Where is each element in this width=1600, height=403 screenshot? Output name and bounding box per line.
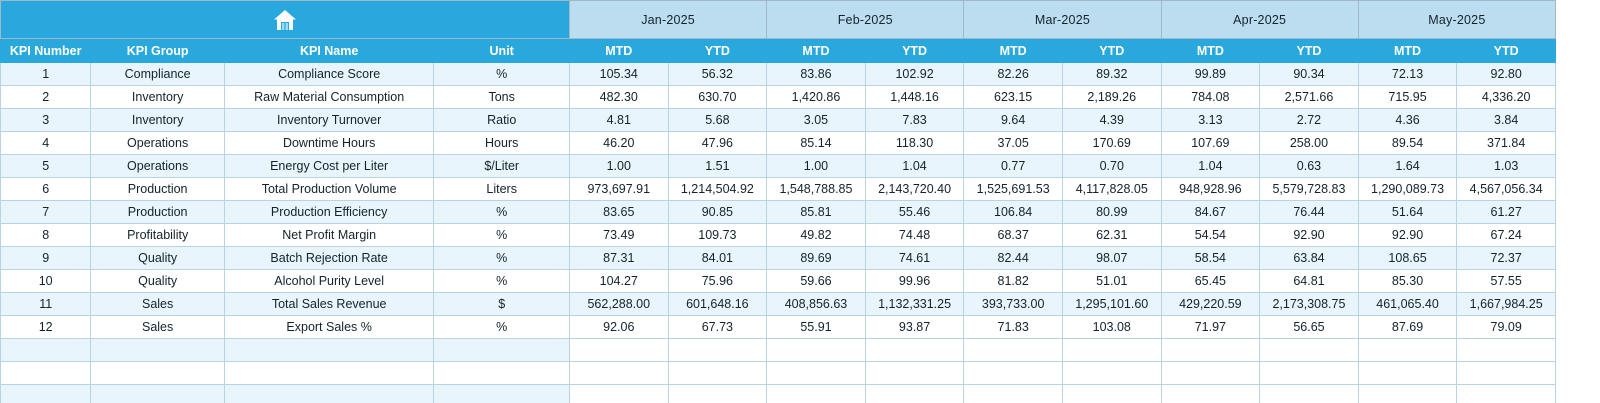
- cell-apr-mtd: 54.54: [1161, 224, 1260, 247]
- cell-apr-ytd: 90.34: [1260, 63, 1359, 86]
- cell-jan-mtd: 73.49: [569, 224, 668, 247]
- cell-empty: [1260, 339, 1359, 362]
- cell-apr-mtd: 429,220.59: [1161, 293, 1260, 316]
- cell-jan-mtd: 104.27: [569, 270, 668, 293]
- cell-may-ytd: 72.37: [1457, 247, 1556, 270]
- cell-may-mtd: 89.54: [1358, 132, 1457, 155]
- cell-empty-left: [434, 339, 570, 362]
- table-row[interactable]: [1, 63, 1556, 86]
- table-row[interactable]: [1, 247, 1556, 270]
- cell-mar-mtd: 0.77: [964, 155, 1063, 178]
- cell-feb-mtd: 1,548,788.85: [767, 178, 866, 201]
- cell-kpi-name: Production Efficiency: [224, 201, 434, 224]
- cell-mar-ytd: 170.69: [1062, 132, 1161, 155]
- column-header-unit[interactable]: Unit: [434, 39, 570, 63]
- cell-mar-mtd: 68.37: [964, 224, 1063, 247]
- cell-may-ytd: 1.03: [1457, 155, 1556, 178]
- cell-empty-left: [434, 385, 570, 403]
- cell-apr-ytd: 0.63: [1260, 155, 1359, 178]
- cell-empty: [569, 339, 668, 362]
- cell-jan-ytd: 84.01: [668, 247, 767, 270]
- cell-unit: %: [434, 247, 570, 270]
- cell-mar-mtd: 37.05: [964, 132, 1063, 155]
- cell-jan-ytd: 5.68: [668, 109, 767, 132]
- column-header-jan-mtd[interactable]: MTD: [569, 39, 668, 63]
- cell-may-mtd: 108.65: [1358, 247, 1457, 270]
- cell-feb-ytd: 74.61: [865, 247, 964, 270]
- table-row[interactable]: [1, 132, 1556, 155]
- cell-kpi-name: Total Production Volume: [224, 178, 434, 201]
- cell-unit: Hours: [434, 132, 570, 155]
- cell-feb-ytd: 2,143,720.40: [865, 178, 964, 201]
- cell-empty: [1062, 339, 1161, 362]
- cell-mar-ytd: 62.31: [1062, 224, 1161, 247]
- table-row-empty[interactable]: [1, 362, 1556, 385]
- cell-empty: [1358, 385, 1457, 403]
- cell-empty: [668, 339, 767, 362]
- cell-apr-ytd: 2.72: [1260, 109, 1359, 132]
- cell-empty: [1062, 385, 1161, 403]
- cell-may-ytd: 3.84: [1457, 109, 1556, 132]
- table-row[interactable]: [1, 86, 1556, 109]
- cell-empty: [1457, 362, 1556, 385]
- cell-apr-ytd: 56.65: [1260, 316, 1359, 339]
- cell-kpi-group: Production: [91, 178, 225, 201]
- cell-mar-ytd: 80.99: [1062, 201, 1161, 224]
- cell-mar-mtd: 82.26: [964, 63, 1063, 86]
- cell-feb-mtd: 89.69: [767, 247, 866, 270]
- cell-mar-mtd: 1,525,691.53: [964, 178, 1063, 201]
- cell-feb-ytd: 1.04: [865, 155, 964, 178]
- cell-empty: [1161, 339, 1260, 362]
- cell-jan-ytd: 56.32: [668, 63, 767, 86]
- cell-mar-ytd: 1,295,101.60: [1062, 293, 1161, 316]
- cell-jan-mtd: 92.06: [569, 316, 668, 339]
- cell-jan-mtd: 562,288.00: [569, 293, 668, 316]
- cell-may-ytd: 4,567,056.34: [1457, 178, 1556, 201]
- cell-kpi-group: Quality: [91, 247, 225, 270]
- cell-apr-ytd: 64.81: [1260, 270, 1359, 293]
- cell-apr-mtd: 99.89: [1161, 63, 1260, 86]
- cell-may-ytd: 57.55: [1457, 270, 1556, 293]
- cell-may-mtd: 85.30: [1358, 270, 1457, 293]
- cell-may-ytd: 1,667,984.25: [1457, 293, 1556, 316]
- cell-mar-mtd: 71.83: [964, 316, 1063, 339]
- cell-empty: [865, 339, 964, 362]
- cell-may-mtd: 1,290,089.73: [1358, 178, 1457, 201]
- cell-mar-ytd: 4,117,828.05: [1062, 178, 1161, 201]
- cell-mar-mtd: 9.64: [964, 109, 1063, 132]
- cell-may-ytd: 371.84: [1457, 132, 1556, 155]
- cell-empty: [865, 385, 964, 403]
- cell-jan-ytd: 90.85: [668, 201, 767, 224]
- cell-kpi-name: Export Sales %: [224, 316, 434, 339]
- cell-unit: Tons: [434, 86, 570, 109]
- cell-unit: %: [434, 201, 570, 224]
- cell-kpi-group: Quality: [91, 270, 225, 293]
- cell-jan-mtd: 482.30: [569, 86, 668, 109]
- column-header-kpi-number[interactable]: KPI Number: [1, 39, 91, 63]
- cell-may-mtd: 4.36: [1358, 109, 1457, 132]
- cell-feb-mtd: 1,420.86: [767, 86, 866, 109]
- cell-feb-ytd: 55.46: [865, 201, 964, 224]
- column-header-jan-ytd[interactable]: YTD: [668, 39, 767, 63]
- cell-empty-left: [224, 339, 434, 362]
- cell-empty-left: [1, 339, 91, 362]
- cell-empty: [865, 362, 964, 385]
- cell-empty: [668, 385, 767, 403]
- cell-empty-left: [1, 362, 91, 385]
- cell-jan-ytd: 75.96: [668, 270, 767, 293]
- cell-kpi-name: Net Profit Margin: [224, 224, 434, 247]
- cell-empty: [767, 362, 866, 385]
- cell-apr-mtd: 3.13: [1161, 109, 1260, 132]
- table-row-empty[interactable]: [1, 385, 1556, 403]
- cell-feb-ytd: 93.87: [865, 316, 964, 339]
- cell-may-mtd: 461,065.40: [1358, 293, 1457, 316]
- cell-feb-ytd: 118.30: [865, 132, 964, 155]
- cell-feb-mtd: 49.82: [767, 224, 866, 247]
- cell-empty: [1260, 362, 1359, 385]
- cell-kpi-number: 8: [1, 224, 91, 247]
- cell-kpi-number: 6: [1, 178, 91, 201]
- cell-feb-mtd: 59.66: [767, 270, 866, 293]
- cell-unit: %: [434, 270, 570, 293]
- cell-empty: [767, 385, 866, 403]
- cell-empty: [569, 362, 668, 385]
- cell-kpi-group: Inventory: [91, 86, 225, 109]
- cell-kpi-group: Profitability: [91, 224, 225, 247]
- cell-kpi-number: 1: [1, 63, 91, 86]
- cell-apr-ytd: 2,571.66: [1260, 86, 1359, 109]
- month-header-feb: Feb-2025: [767, 1, 964, 39]
- cell-kpi-name: Downtime Hours: [224, 132, 434, 155]
- cell-apr-mtd: 1.04: [1161, 155, 1260, 178]
- cell-kpi-number: 12: [1, 316, 91, 339]
- cell-feb-ytd: 99.96: [865, 270, 964, 293]
- cell-jan-ytd: 47.96: [668, 132, 767, 155]
- cell-jan-mtd: 4.81: [569, 109, 668, 132]
- column-header-kpi-group[interactable]: KPI Group: [91, 39, 225, 63]
- cell-kpi-name: Inventory Turnover: [224, 109, 434, 132]
- cell-empty-left: [224, 362, 434, 385]
- table-row[interactable]: [1, 316, 1556, 339]
- cell-jan-mtd: 105.34: [569, 63, 668, 86]
- cell-kpi-number: 3: [1, 109, 91, 132]
- column-header-apr-mtd[interactable]: MTD: [1161, 39, 1260, 63]
- cell-may-ytd: 67.24: [1457, 224, 1556, 247]
- column-header-may-mtd[interactable]: MTD: [1358, 39, 1457, 63]
- cell-apr-mtd: 65.45: [1161, 270, 1260, 293]
- column-header-mar-mtd[interactable]: MTD: [964, 39, 1063, 63]
- cell-empty-left: [224, 385, 434, 403]
- cell-empty-left: [91, 362, 225, 385]
- cell-may-mtd: 51.64: [1358, 201, 1457, 224]
- cell-kpi-number: 9: [1, 247, 91, 270]
- cell-empty: [1161, 362, 1260, 385]
- cell-feb-mtd: 85.81: [767, 201, 866, 224]
- cell-kpi-number: 11: [1, 293, 91, 316]
- cell-jan-mtd: 973,697.91: [569, 178, 668, 201]
- kpi-table-body: [1, 63, 1556, 403]
- cell-empty: [964, 339, 1063, 362]
- cell-apr-mtd: 58.54: [1161, 247, 1260, 270]
- cell-kpi-name: Raw Material Consumption: [224, 86, 434, 109]
- cell-kpi-number: 7: [1, 201, 91, 224]
- column-header-row: [1, 39, 1556, 63]
- home-button-cell[interactable]: [1, 1, 570, 39]
- cell-jan-ytd: 601,648.16: [668, 293, 767, 316]
- column-header-kpi-name[interactable]: KPI Name: [224, 39, 434, 63]
- cell-empty-left: [91, 339, 225, 362]
- cell-apr-ytd: 5,579,728.83: [1260, 178, 1359, 201]
- cell-feb-ytd: 7.83: [865, 109, 964, 132]
- cell-empty: [1457, 339, 1556, 362]
- cell-empty-left: [434, 362, 570, 385]
- cell-may-mtd: 72.13: [1358, 63, 1457, 86]
- cell-empty: [1358, 339, 1457, 362]
- cell-feb-ytd: 74.48: [865, 224, 964, 247]
- cell-empty: [1358, 362, 1457, 385]
- month-header-jan: Jan-2025: [569, 1, 766, 39]
- cell-empty: [1062, 362, 1161, 385]
- table-row[interactable]: [1, 270, 1556, 293]
- cell-jan-ytd: 67.73: [668, 316, 767, 339]
- cell-empty: [1161, 385, 1260, 403]
- table-row[interactable]: [1, 109, 1556, 132]
- cell-mar-ytd: 0.70: [1062, 155, 1161, 178]
- month-header-may: May-2025: [1358, 1, 1555, 39]
- cell-may-ytd: 61.27: [1457, 201, 1556, 224]
- cell-apr-ytd: 258.00: [1260, 132, 1359, 155]
- cell-mar-mtd: 106.84: [964, 201, 1063, 224]
- cell-jan-mtd: 83.65: [569, 201, 668, 224]
- cell-feb-mtd: 55.91: [767, 316, 866, 339]
- table-row[interactable]: [1, 201, 1556, 224]
- cell-mar-ytd: 98.07: [1062, 247, 1161, 270]
- cell-kpi-group: Inventory: [91, 109, 225, 132]
- cell-kpi-group: Operations: [91, 132, 225, 155]
- cell-feb-ytd: 1,448.16: [865, 86, 964, 109]
- cell-apr-ytd: 2,173,308.75: [1260, 293, 1359, 316]
- table-row[interactable]: [1, 155, 1556, 178]
- cell-jan-mtd: 87.31: [569, 247, 668, 270]
- cell-kpi-group: Operations: [91, 155, 225, 178]
- cell-mar-ytd: 4.39: [1062, 109, 1161, 132]
- table-row[interactable]: [1, 293, 1556, 316]
- cell-mar-ytd: 103.08: [1062, 316, 1161, 339]
- cell-feb-mtd: 3.05: [767, 109, 866, 132]
- cell-unit: Liters: [434, 178, 570, 201]
- cell-kpi-name: Batch Rejection Rate: [224, 247, 434, 270]
- cell-apr-mtd: 784.08: [1161, 86, 1260, 109]
- cell-jan-ytd: 630.70: [668, 86, 767, 109]
- cell-empty: [1457, 385, 1556, 403]
- column-header-may-ytd[interactable]: YTD: [1457, 39, 1556, 63]
- cell-jan-ytd: 1,214,504.92: [668, 178, 767, 201]
- cell-feb-mtd: 1.00: [767, 155, 866, 178]
- cell-may-mtd: 1.64: [1358, 155, 1457, 178]
- cell-empty: [767, 339, 866, 362]
- cell-kpi-number: 4: [1, 132, 91, 155]
- month-band-row: [1, 1, 1556, 39]
- column-header-feb-mtd[interactable]: MTD: [767, 39, 866, 63]
- cell-kpi-name: Alcohol Purity Level: [224, 270, 434, 293]
- cell-apr-ytd: 92.90: [1260, 224, 1359, 247]
- cell-kpi-number: 10: [1, 270, 91, 293]
- cell-feb-mtd: 85.14: [767, 132, 866, 155]
- cell-mar-mtd: 393,733.00: [964, 293, 1063, 316]
- cell-unit: $/Liter: [434, 155, 570, 178]
- cell-unit: %: [434, 63, 570, 86]
- column-header-mar-ytd[interactable]: YTD: [1062, 39, 1161, 63]
- cell-empty: [964, 362, 1063, 385]
- cell-mar-ytd: 89.32: [1062, 63, 1161, 86]
- column-header-apr-ytd[interactable]: YTD: [1260, 39, 1359, 63]
- cell-apr-ytd: 63.84: [1260, 247, 1359, 270]
- cell-mar-mtd: 82.44: [964, 247, 1063, 270]
- cell-kpi-group: Sales: [91, 316, 225, 339]
- cell-kpi-number: 5: [1, 155, 91, 178]
- cell-unit: $: [434, 293, 570, 316]
- cell-empty: [964, 385, 1063, 403]
- home-icon[interactable]: [272, 7, 298, 33]
- cell-jan-ytd: 109.73: [668, 224, 767, 247]
- cell-jan-mtd: 1.00: [569, 155, 668, 178]
- month-header-apr: Apr-2025: [1161, 1, 1358, 39]
- cell-may-mtd: 92.90: [1358, 224, 1457, 247]
- cell-mar-ytd: 2,189.26: [1062, 86, 1161, 109]
- cell-apr-mtd: 71.97: [1161, 316, 1260, 339]
- cell-apr-mtd: 107.69: [1161, 132, 1260, 155]
- cell-kpi-group: Sales: [91, 293, 225, 316]
- cell-kpi-name: Energy Cost per Liter: [224, 155, 434, 178]
- cell-kpi-name: Total Sales Revenue: [224, 293, 434, 316]
- cell-kpi-name: Compliance Score: [224, 63, 434, 86]
- cell-unit: %: [434, 316, 570, 339]
- column-header-feb-ytd[interactable]: YTD: [865, 39, 964, 63]
- cell-jan-ytd: 1.51: [668, 155, 767, 178]
- cell-apr-mtd: 84.67: [1161, 201, 1260, 224]
- cell-empty: [1260, 385, 1359, 403]
- cell-may-mtd: 715.95: [1358, 86, 1457, 109]
- cell-unit: %: [434, 224, 570, 247]
- cell-jan-mtd: 46.20: [569, 132, 668, 155]
- cell-feb-mtd: 83.86: [767, 63, 866, 86]
- cell-may-ytd: 4,336.20: [1457, 86, 1556, 109]
- cell-mar-mtd: 623.15: [964, 86, 1063, 109]
- cell-apr-mtd: 948,928.96: [1161, 178, 1260, 201]
- cell-feb-ytd: 102.92: [865, 63, 964, 86]
- table-row[interactable]: [1, 224, 1556, 247]
- cell-kpi-group: Compliance: [91, 63, 225, 86]
- cell-empty-left: [1, 385, 91, 403]
- table-row[interactable]: [1, 178, 1556, 201]
- cell-may-mtd: 87.69: [1358, 316, 1457, 339]
- cell-mar-ytd: 51.01: [1062, 270, 1161, 293]
- month-header-mar: Mar-2025: [964, 1, 1161, 39]
- cell-unit: Ratio: [434, 109, 570, 132]
- cell-feb-mtd: 408,856.63: [767, 293, 866, 316]
- cell-kpi-group: Production: [91, 201, 225, 224]
- table-row-empty[interactable]: [1, 339, 1556, 362]
- cell-may-ytd: 92.80: [1457, 63, 1556, 86]
- cell-kpi-number: 2: [1, 86, 91, 109]
- cell-feb-ytd: 1,132,331.25: [865, 293, 964, 316]
- cell-empty-left: [91, 385, 225, 403]
- cell-apr-ytd: 76.44: [1260, 201, 1359, 224]
- cell-empty: [668, 362, 767, 385]
- cell-empty: [569, 385, 668, 403]
- cell-mar-mtd: 81.82: [964, 270, 1063, 293]
- cell-may-ytd: 79.09: [1457, 316, 1556, 339]
